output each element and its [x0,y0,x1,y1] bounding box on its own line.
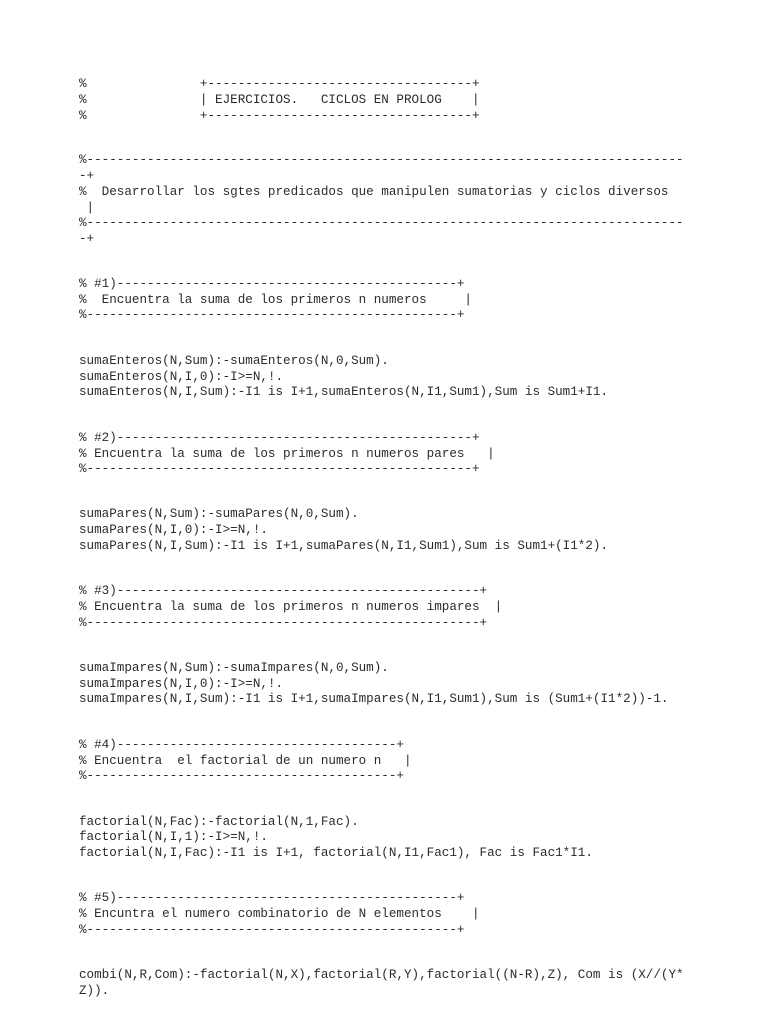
intro-box-top-wrap: -+ [79,169,95,183]
section-5-header-bottom: %-------------------------------------------------+ [79,923,465,937]
section-5-code-line-2: Z)). [79,984,110,998]
section-2-code-line-3: sumaPares(N,I,Sum):-I1 is I+1,sumaPares(N,I1,Sum1),Sum is Sum1+(I1*2). [79,539,609,553]
section-3-code-line-3: sumaImpares(N,I,Sum):-I1 is I+1,sumaImpares(N,I1,Sum1),Sum is (Sum1+(I1*2))-1. [79,692,669,706]
section-3-code-line-2: sumaImpares(N,I,0):-I>=N,!. [79,677,284,691]
section-4-header-bottom: %-----------------------------------------+ [79,769,404,783]
section-2-header-bottom: %---------------------------------------------------+ [79,462,480,476]
section-2-header-top: % #2)-----------------------------------------------+ [79,431,480,445]
intro-box-bottom-wrap: -+ [79,232,95,246]
section-2-code-line-2: sumaPares(N,I,0):-I>=N,!. [79,523,268,537]
section-2-code-line-1: sumaPares(N,Sum):-sumaPares(N,0,Sum). [79,507,359,521]
section-1-header-bottom: %-------------------------------------------------+ [79,308,465,322]
section-2-header-text: % Encuentra la suma de los primeros n numeros pares | [79,447,495,461]
section-5-code-line-1: combi(N,R,Com):-factorial(N,X),factorial(R,Y),factorial((N-R),Z), Com is (X//(Y* [79,968,684,982]
section-1-code-line-1: sumaEnteros(N,Sum):-sumaEnteros(N,0,Sum). [79,354,389,368]
section-4-code-line-3: factorial(N,I,Fac):-I1 is I+1, factorial(N,I1,Fac1), Fac is Fac1*I1. [79,846,593,860]
title-box-top: % +-----------------------------------+ [79,77,480,91]
title-box-bottom: % +-----------------------------------+ [79,109,480,123]
section-4-code-line-2: factorial(N,I,1):-I>=N,!. [79,830,268,844]
section-1-header-top: % #1)---------------------------------------------+ [79,277,465,291]
intro-box-text-wrap: | [79,201,95,215]
section-3-header-bottom: %----------------------------------------------------+ [79,616,488,630]
intro-box-bottom: %------------------------------------------------------------------------------- [79,216,684,230]
section-5-header-top: % #5)---------------------------------------------+ [79,891,465,905]
section-3-header-top: % #3)------------------------------------------------+ [79,584,488,598]
section-1-header-text: % Encuentra la suma de los primeros n numeros | [79,293,472,307]
section-4-code-line-1: factorial(N,Fac):-factorial(N,1,Fac). [79,815,359,829]
intro-box-text: % Desarrollar los sgtes predicados que manipulen sumatorias y ciclos diversos [79,185,669,199]
section-4-header-top: % #4)-------------------------------------+ [79,738,404,752]
section-3-code-line-1: sumaImpares(N,Sum):-sumaImpares(N,0,Sum). [79,661,389,675]
section-5-header-text: % Encuntra el numero combinatorio de N elementos | [79,907,480,921]
section-1-code-line-2: sumaEnteros(N,I,0):-I>=N,!. [79,370,284,384]
title-box-text: % | EJERCICIOS. CICLOS EN PROLOG | [79,93,480,107]
section-3-header-text: % Encuentra la suma de los primeros n numeros impares | [79,600,503,614]
section-1-code-line-3: sumaEnteros(N,I,Sum):-I1 is I+1,sumaEnteros(N,I1,Sum1),Sum is Sum1+I1. [79,385,609,399]
intro-box-top: %------------------------------------------------------------------------------- [79,153,684,167]
section-4-header-text: % Encuentra el factorial de un numero n | [79,754,412,768]
